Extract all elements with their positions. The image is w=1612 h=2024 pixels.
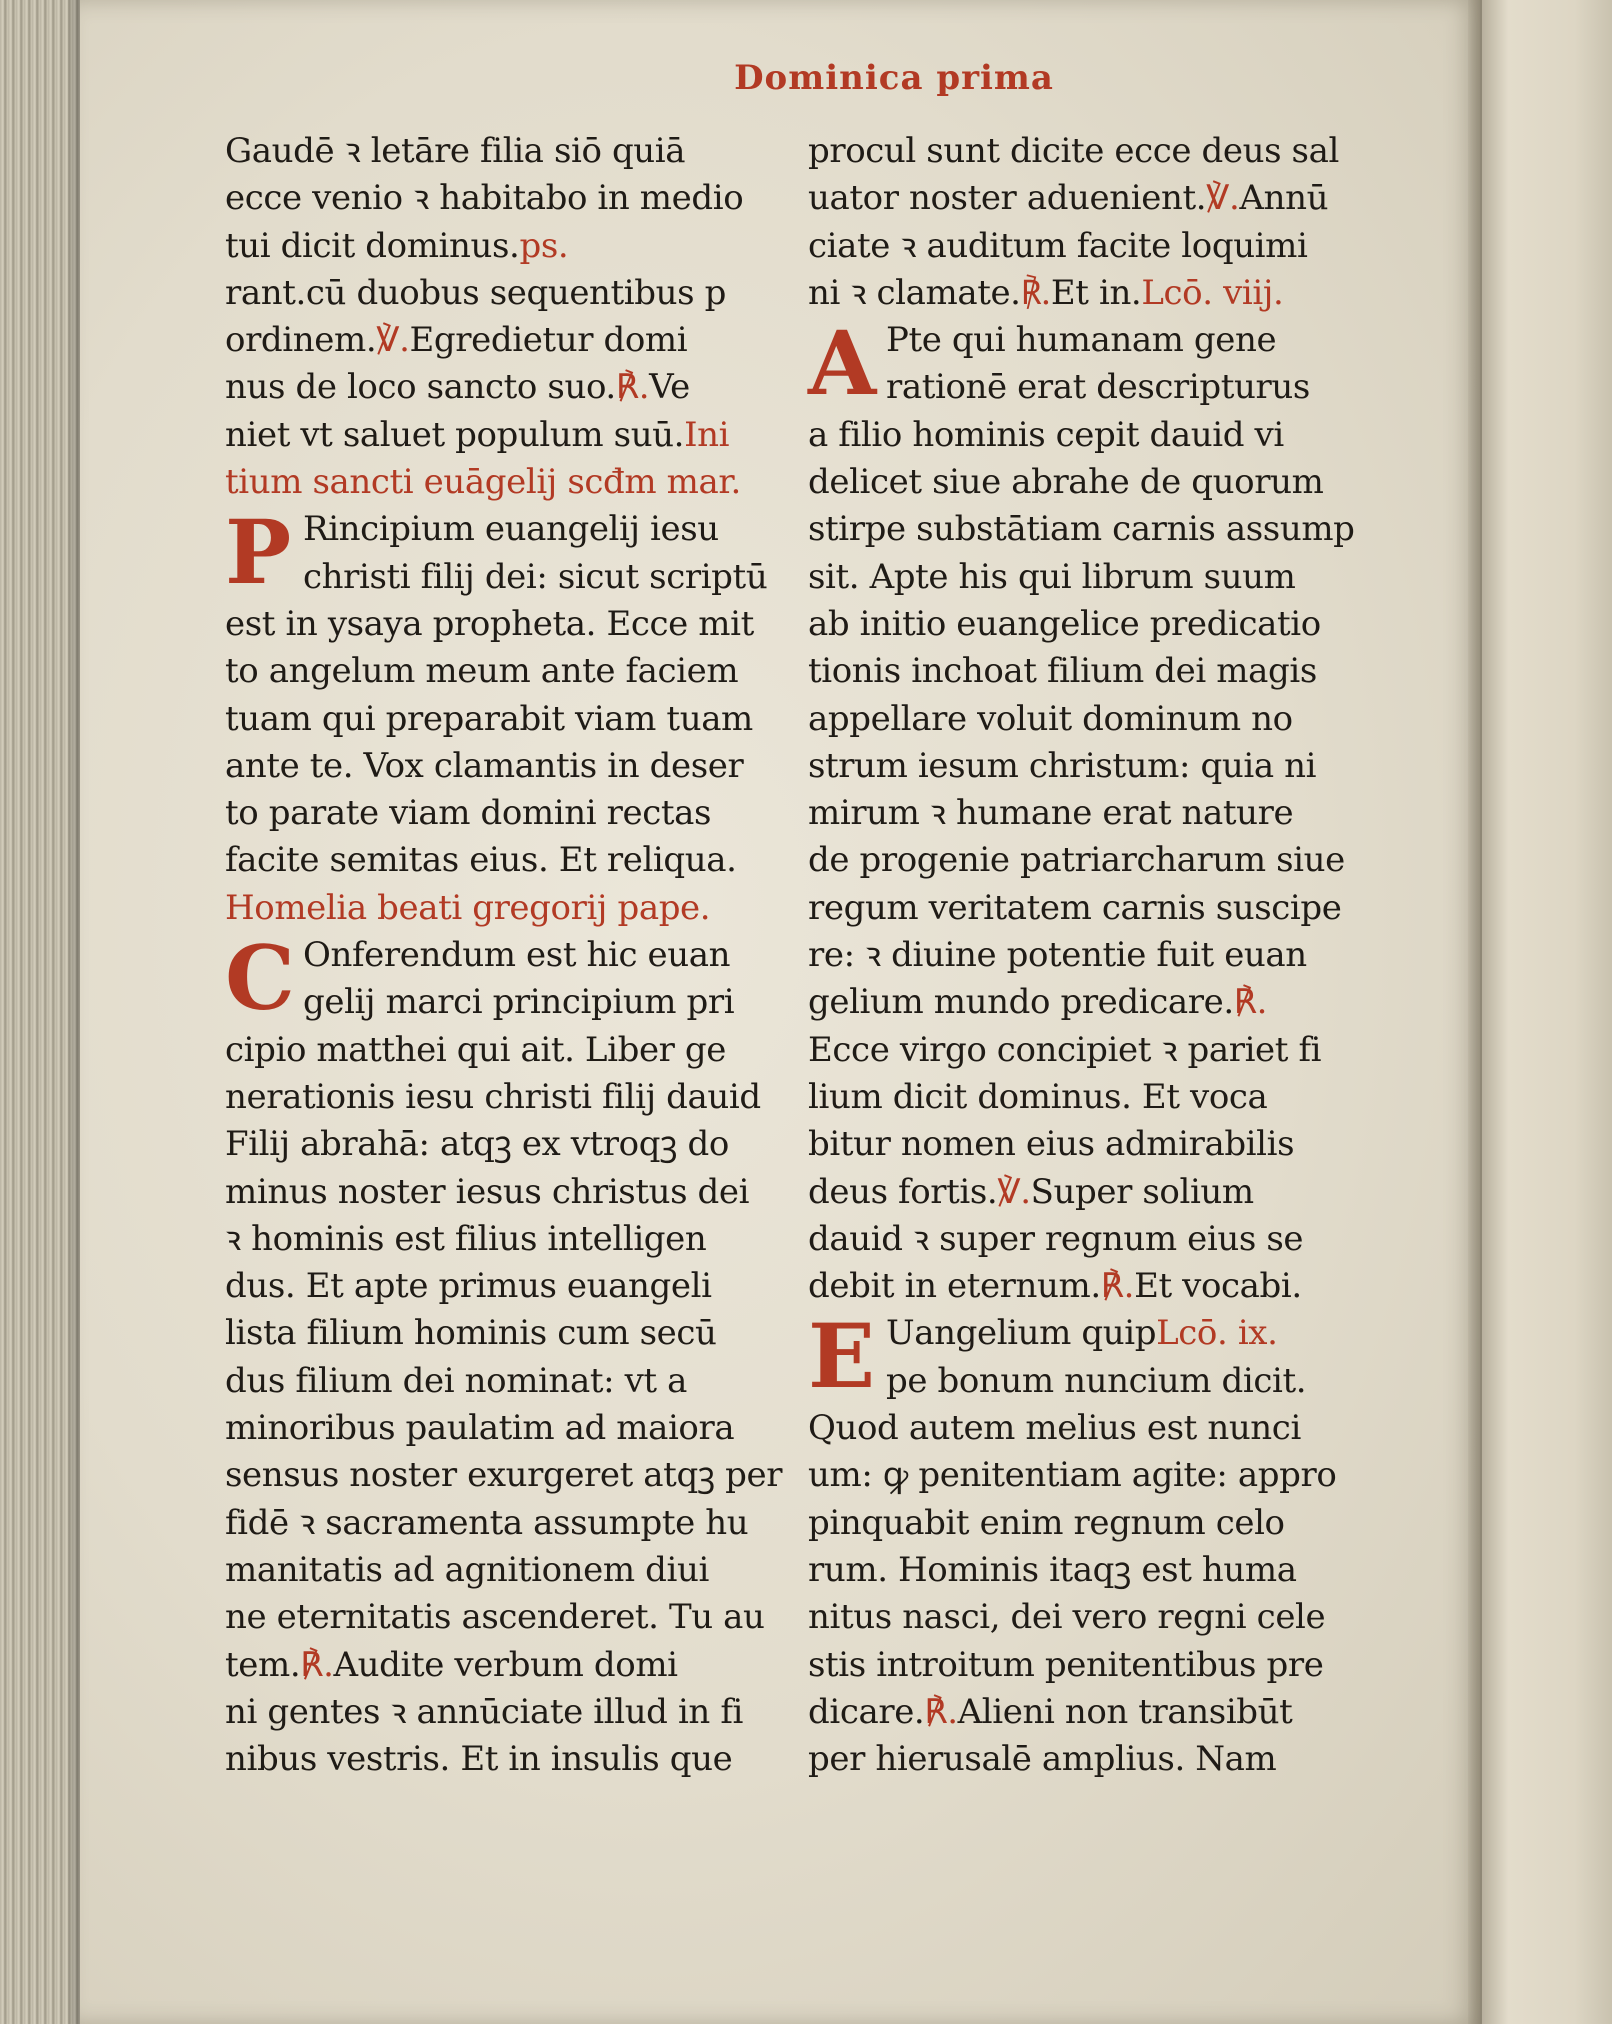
- text-line: [225, 1547, 790, 1594]
- line-text: Egredietur domi: [409, 320, 688, 361]
- text-line: [808, 885, 1373, 932]
- line-text: rationē erat descripturus: [886, 367, 1310, 408]
- text-line: [225, 1121, 790, 1168]
- text-line: [808, 270, 1373, 317]
- rubricated-initial: A: [808, 311, 876, 416]
- text-line: [225, 1736, 790, 1783]
- line-text: a filio hominis cepit dauid vi: [808, 414, 1284, 455]
- line-text: ꝛ hominis est filius intelligen: [225, 1218, 707, 1259]
- text-line: [225, 1358, 790, 1405]
- text-line: [225, 1594, 790, 1641]
- rubric-mark: Lcō. ix.: [1156, 1313, 1278, 1354]
- line-text: delicet siue abrahe de quorum: [808, 462, 1324, 503]
- line-text: sit. Apte his qui librum suum: [808, 556, 1296, 597]
- text-line: [808, 932, 1373, 979]
- line-text: Ve: [649, 367, 690, 408]
- rubric-mark: ℣.: [997, 1171, 1031, 1212]
- line-text: lista filium hominis cum secū: [225, 1313, 717, 1354]
- text-line: [225, 743, 790, 790]
- running-head: Dominica prima: [734, 58, 1054, 98]
- text-line: [808, 1263, 1373, 1310]
- line-text: Audite verbum domi: [333, 1644, 678, 1685]
- line-text: tuam qui preparabit viam tuam: [225, 698, 753, 739]
- rubric-mark: ℟.: [1020, 272, 1051, 313]
- line-text: ne eternitatis ascenderet. Tu au: [225, 1597, 765, 1638]
- line-text: regum veritatem carnis suscipe: [808, 887, 1342, 928]
- rubric-mark: ℟.: [924, 1691, 958, 1732]
- line-text: deus fortis.: [808, 1171, 998, 1212]
- text-line: [808, 1642, 1373, 1689]
- text-line: [808, 1547, 1373, 1594]
- text-line: [808, 1358, 1373, 1405]
- line-text: lium dicit dominus. Et voca: [808, 1076, 1268, 1117]
- rubric-text: tium sancti euāgelij scđm mar.: [225, 462, 741, 503]
- text-line: [225, 317, 790, 364]
- line-text: ecce venio ꝛ habitabo in medio: [225, 178, 744, 219]
- line-text: tem.: [225, 1644, 301, 1685]
- text-line: [808, 979, 1373, 1026]
- line-text: per hierusalē amplius. Nam: [808, 1739, 1277, 1780]
- line-text: re: ꝛ diuine potentie fuit euan: [808, 935, 1307, 976]
- text-line: [808, 1121, 1373, 1168]
- line-text: to parate viam domini rectas: [225, 793, 712, 834]
- text-line: [808, 506, 1373, 553]
- line-text: manitatis ad agnitionem diui: [225, 1549, 709, 1590]
- text-line: [808, 1736, 1373, 1783]
- line-text: Filij abrahā: atqꝫ ex vtroqꝫ do: [225, 1124, 729, 1165]
- line-text: dus. Et apte primus euangeli: [225, 1266, 712, 1307]
- text-line: [225, 885, 790, 932]
- text-line: [808, 364, 1373, 411]
- line-text: debit in eternum.: [808, 1266, 1101, 1307]
- line-text: pe bonum nuncium dicit.: [886, 1360, 1307, 1401]
- text-line: [225, 1216, 790, 1263]
- rubric-text: Homelia beati gregorij pape.: [225, 887, 711, 928]
- text-line: [225, 648, 790, 695]
- rubricated-initial: C: [225, 926, 295, 1031]
- line-text: nitus nasci, dei vero regni cele: [808, 1597, 1326, 1638]
- line-text: tionis inchoat filium dei magis: [808, 651, 1317, 692]
- line-text: Ecce virgo concipiet ꝛ pariet fi: [808, 1029, 1322, 1070]
- text-line: [808, 1074, 1373, 1121]
- line-text: Onferendum est hic euan: [303, 935, 731, 976]
- next-leaf-edge: [1480, 0, 1612, 2024]
- line-text: bitur nomen eius admirabilis: [808, 1124, 1295, 1165]
- text-line: [225, 1263, 790, 1310]
- text-line: [225, 1074, 790, 1121]
- text-line: [225, 979, 790, 1026]
- line-text: ni ꝛ clamate.: [808, 272, 1021, 313]
- text-line: [808, 459, 1373, 506]
- line-text: mirum ꝛ humane erat nature: [808, 793, 1294, 834]
- line-text: minoribus paulatim ad maiora: [225, 1408, 735, 1449]
- line-text: dicare.: [808, 1691, 925, 1732]
- text-line: [225, 1452, 790, 1499]
- text-line: [225, 554, 790, 601]
- rubric-mark: ps.: [519, 225, 569, 266]
- line-text: rant.cū duobus sequentibus p: [225, 272, 726, 313]
- text-line: [225, 1027, 790, 1074]
- line-text: nerationis iesu christi filij dauid: [225, 1076, 761, 1117]
- line-text: est in ysaya propheta. Ecce mit: [225, 603, 754, 644]
- text-line: [808, 554, 1373, 601]
- line-text: ni gentes ꝛ annūciate illud in fi: [225, 1691, 743, 1732]
- line-text: Quod autem melius est nunci: [808, 1408, 1301, 1449]
- line-text: ciate ꝛ auditum facite loquimi: [808, 225, 1308, 266]
- line-text: Et in.: [1050, 272, 1142, 313]
- text-line: [808, 1169, 1373, 1216]
- rubric-mark: ℟.: [300, 1644, 334, 1685]
- text-line: [808, 1594, 1373, 1641]
- line-text: nibus vestris. Et in insulis que: [225, 1739, 733, 1780]
- text-line: [225, 128, 790, 175]
- text-line: [225, 1689, 790, 1736]
- line-text: niet vt saluet populum suū.: [225, 414, 685, 455]
- text-line: [808, 1689, 1373, 1736]
- text-line: [225, 270, 790, 317]
- line-text: gelij marci principium pri: [303, 982, 735, 1023]
- line-text: Pte qui humanam gene: [886, 320, 1277, 361]
- line-text: dauid ꝛ super regnum eius se: [808, 1218, 1304, 1259]
- text-line: [808, 1216, 1373, 1263]
- line-text: Alieni non transibūt: [957, 1691, 1293, 1732]
- line-text: um: ꝙ penitentiam agite: appro: [808, 1455, 1337, 1496]
- text-line: [225, 175, 790, 222]
- line-text: minus noster iesus christus dei: [225, 1171, 750, 1212]
- line-text: appellare voluit dominum no: [808, 698, 1293, 739]
- line-text: uator noster aduenient.: [808, 178, 1207, 219]
- text-line: [808, 837, 1373, 884]
- line-text: stis introitum penitentibus pre: [808, 1644, 1324, 1685]
- line-text: stirpe substātiam carnis assump: [808, 509, 1355, 550]
- rubric-mark: ℣.: [376, 320, 410, 361]
- text-line: [808, 128, 1373, 175]
- line-text: procul sunt dicite ecce deus sal: [808, 131, 1339, 171]
- line-text: facite semitas eius. Et reliqua.: [225, 840, 737, 881]
- rubric-mark: ℣.: [1206, 178, 1240, 219]
- line-text: Et vocabi.: [1134, 1266, 1302, 1307]
- text-line: [225, 223, 790, 270]
- text-line: [808, 1500, 1373, 1547]
- text-line: [225, 696, 790, 743]
- line-text: nus de loco sancto suo.: [225, 367, 616, 408]
- text-line: [225, 459, 790, 506]
- text-line: [808, 601, 1373, 648]
- rubric-mark: ℟.: [1233, 982, 1268, 1023]
- line-text: dus filium dei nominat: vt a: [225, 1360, 687, 1401]
- line-text: Uangelium quip: [886, 1313, 1157, 1354]
- rubricated-initial: E: [808, 1304, 875, 1409]
- text-line: [808, 412, 1373, 459]
- text-line: [808, 648, 1373, 695]
- text-line: [808, 1405, 1373, 1452]
- text-line: [225, 412, 790, 459]
- line-text: ordinem.: [225, 320, 377, 361]
- rubric-mark: Lcō. viij.: [1141, 272, 1284, 313]
- line-text: to angelum meum ante faciem: [225, 651, 739, 692]
- text-line: [225, 364, 790, 411]
- line-text: Annū: [1239, 178, 1329, 219]
- rubric-mark: ℟.: [615, 367, 650, 408]
- right-column: [808, 128, 1373, 1783]
- rubricated-initial: P: [225, 500, 291, 605]
- text-line: [808, 223, 1373, 270]
- line-text: tui dicit dominus.: [225, 225, 520, 266]
- rubric-mark: ℟.: [1100, 1266, 1135, 1307]
- text-line: [225, 837, 790, 884]
- text-line: [225, 1642, 790, 1689]
- line-text: Rincipium euangelij iesu: [303, 509, 719, 550]
- text-line: [225, 1405, 790, 1452]
- line-text: sensus noster exurgeret atqꝫ per: [225, 1455, 783, 1496]
- text-line: [225, 1500, 790, 1547]
- line-text: pinquabit enim regnum celo: [808, 1502, 1285, 1543]
- text-line: [808, 790, 1373, 837]
- text-line: [808, 175, 1373, 222]
- line-text: strum iesum christum: quia ni: [808, 745, 1317, 786]
- text-line: [808, 696, 1373, 743]
- text-line: [225, 1169, 790, 1216]
- line-text: Super solium: [1030, 1171, 1254, 1212]
- line-text: de progenie patriarcharum siue: [808, 840, 1345, 881]
- text-line: [225, 601, 790, 648]
- line-text: gelium mundo predicare.: [808, 982, 1234, 1023]
- left-column: [225, 128, 790, 1783]
- page-edges: [0, 0, 80, 2024]
- text-line: [808, 1027, 1373, 1074]
- line-text: rum. Hominis itaqꝫ est huma: [808, 1549, 1297, 1590]
- line-text: fidē ꝛ sacramenta assumpte hu: [225, 1502, 749, 1543]
- text-line: [808, 1452, 1373, 1499]
- line-text: christi filij dei: sicut scriptū: [303, 556, 768, 597]
- line-text: cipio matthei qui ait. Liber ge: [225, 1029, 727, 1070]
- line-text: Gaudē ꝛ letāre filia siō quiā: [225, 131, 686, 171]
- text-line: [225, 790, 790, 837]
- line-text: ante te. Vox clamantis in deser: [225, 745, 744, 786]
- text-line: [808, 743, 1373, 790]
- line-text: ab initio euangelice predicatio: [808, 603, 1321, 644]
- text-line: [225, 1310, 790, 1357]
- rubric-mark: Ini: [684, 414, 730, 455]
